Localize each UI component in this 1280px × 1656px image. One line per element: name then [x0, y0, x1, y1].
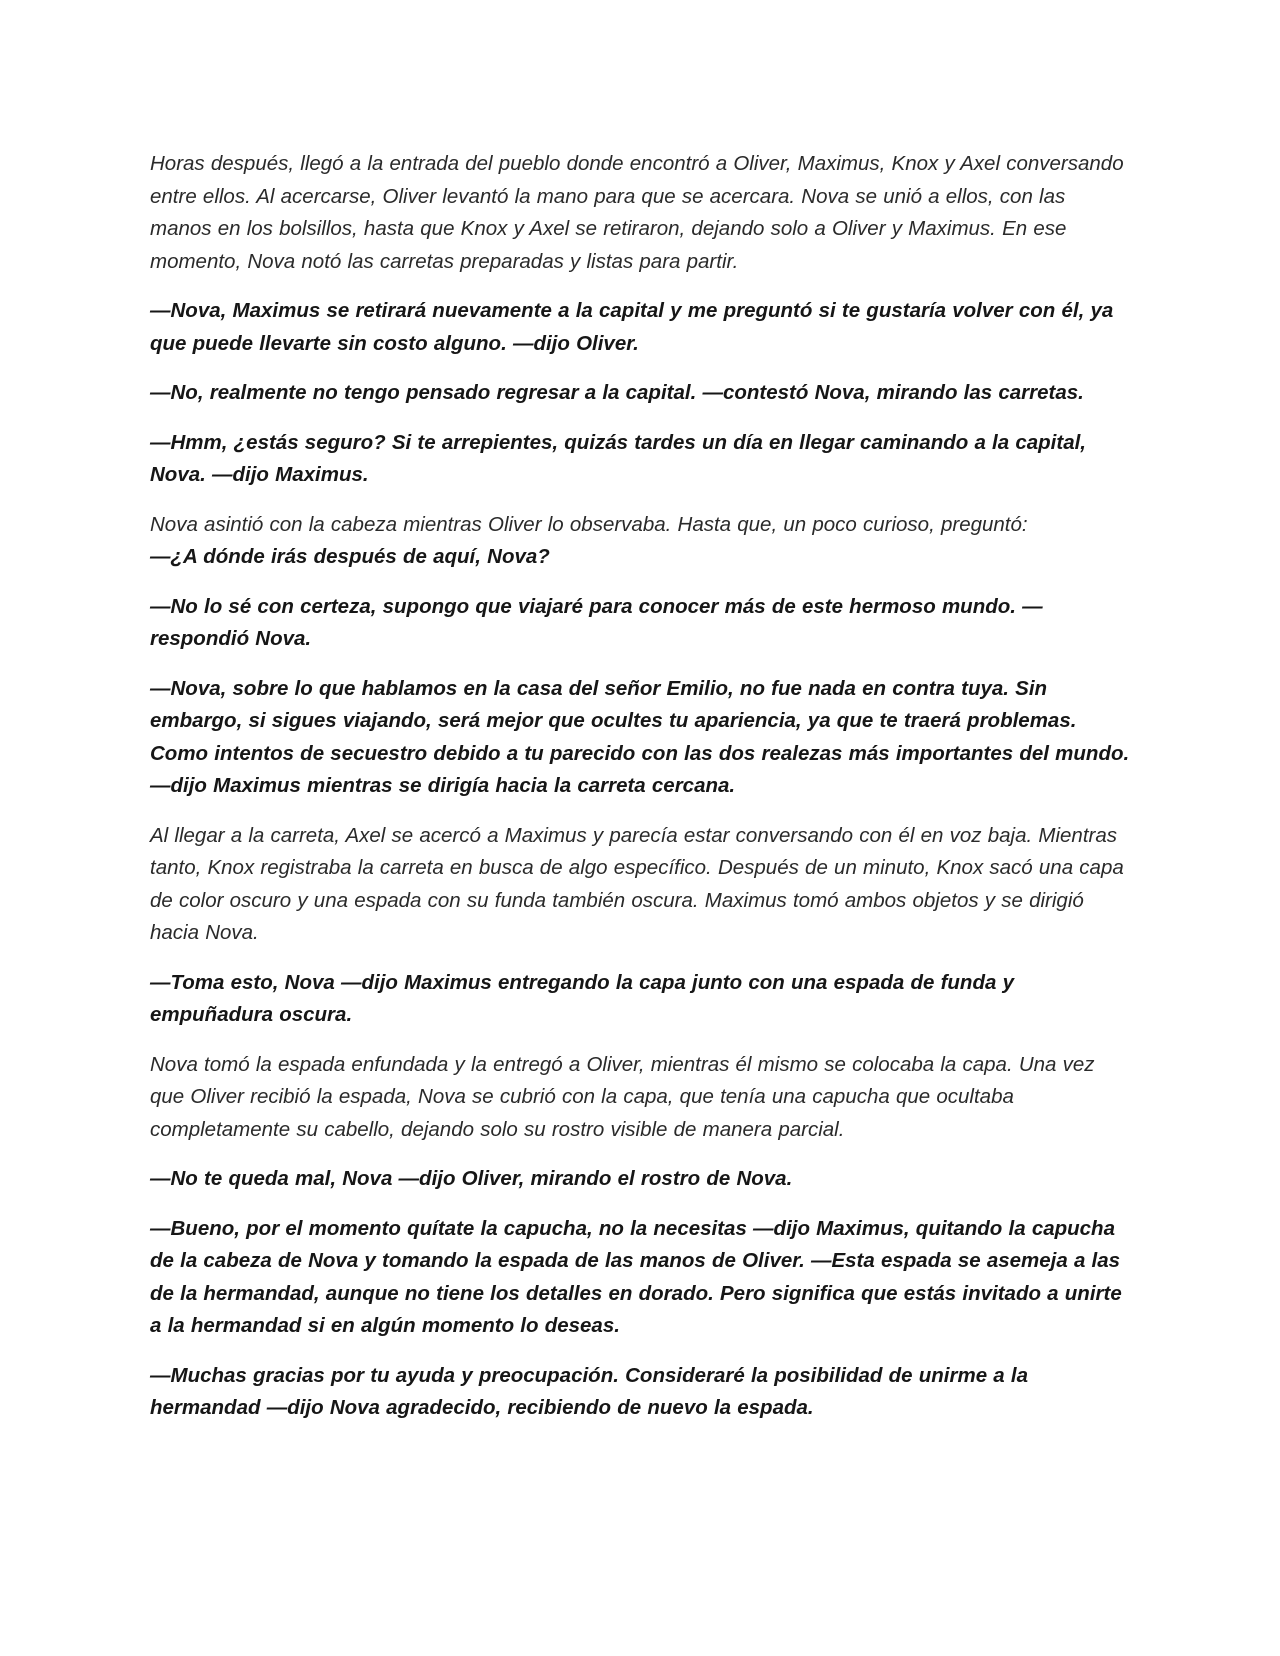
dialogue-paragraph: —No te queda mal, Nova —dijo Oliver, mirando el rostro de Nova. [150, 1167, 793, 1190]
dialogue-line: —¿A dónde irás después de aquí, Nova? [150, 545, 550, 568]
document-page [150, 148, 1130, 1442]
dialogue-paragraph: —Toma esto, Nova —dijo Maximus entregando la capa junto con una espada de funda y empuñadura oscura. [150, 970, 1014, 1026]
dialogue-paragraph: —No lo sé con certeza, supongo que viajaré para conocer más de este hermoso mundo. —respondió Nova. [150, 594, 1043, 650]
narration-paragraph: Horas después, llegó a la entrada del pueblo donde encontró a Oliver, Maximus, Knox y Axel conversando entre ellos. Al acercarse, Oliver levantó la mano para que se acercara. Nova se unió a ellos, con las manos en los bolsillos, hasta que Knox y Axel se retiraron, dejando solo a Oliver y Maximus. En ese momento, Nova notó las carretas preparadas y listas para partir. [150, 152, 1124, 273]
dialogue-paragraph: —Hmm, ¿estás seguro? Si te arrepientes, quizás tardes un día en llegar caminando a la capital, Nova. —dijo Maximus. [150, 430, 1086, 486]
dialogue-paragraph: —Nova, Maximus se retirará nuevamente a la capital y me preguntó si te gustaría volver con él, ya que puede llevarte sin costo alguno. —dijo Oliver. [150, 299, 1114, 355]
narration-paragraph: Al llegar a la carreta, Axel se acercó a Maximus y parecía estar conversando con él en voz baja. Mientras tanto, Knox registraba la carreta en busca de algo específico. Después de un minuto, Knox sacó una capa de color oscuro y una espada con su funda también oscura. Maximus tomó ambos objetos y se dirigió hacia Nova. [150, 823, 1124, 944]
narration-line: Nova asintió con la cabeza mientras Oliver lo observaba. Hasta que, un poco curioso, preguntó: [150, 512, 1028, 536]
dialogue-paragraph: —Bueno, por el momento quítate la capucha, no la necesitas —dijo Maximus, quitando la capucha de la cabeza de Nova y tomando la espada de las manos de Oliver. —Esta espada se asemeja a las de la hermandad, aunque no tiene los detalles en dorado. Pero significa que estás invitado a unirte a la hermandad si en algún momento lo deseas. [150, 1216, 1122, 1337]
dialogue-paragraph: —Nova, sobre lo que hablamos en la casa del señor Emilio, no fue nada en contra tuya. Sin embargo, si sigues viajando, será mejor que ocultes tu apariencia, ya que te traerá problemas. Como intentos de secuestro debido a tu parecido con las dos realezas más importantes del mundo. —dijo Maximus mientras se dirigía hacia la carreta cercana. [150, 676, 1130, 797]
mixed-paragraph [150, 509, 1130, 574]
dialogue-paragraph: —Muchas gracias por tu ayuda y preocupación. Consideraré la posibilidad de unirme a la hermandad —dijo Nova agradecido, recibiendo de nuevo la espada. [150, 1363, 1028, 1419]
narration-paragraph: Nova tomó la espada enfundada y la entregó a Oliver, mientras él mismo se colocaba la capa. Una vez que Oliver recibió la espada, Nova se cubrió con la capa, que tenía una capucha que ocultaba completamente su cabello, dejando solo su rostro visible de manera parcial. [150, 1052, 1095, 1141]
dialogue-paragraph: —No, realmente no tengo pensado regresar a la capital. —contestó Nova, mirando las carretas. [150, 381, 1084, 404]
